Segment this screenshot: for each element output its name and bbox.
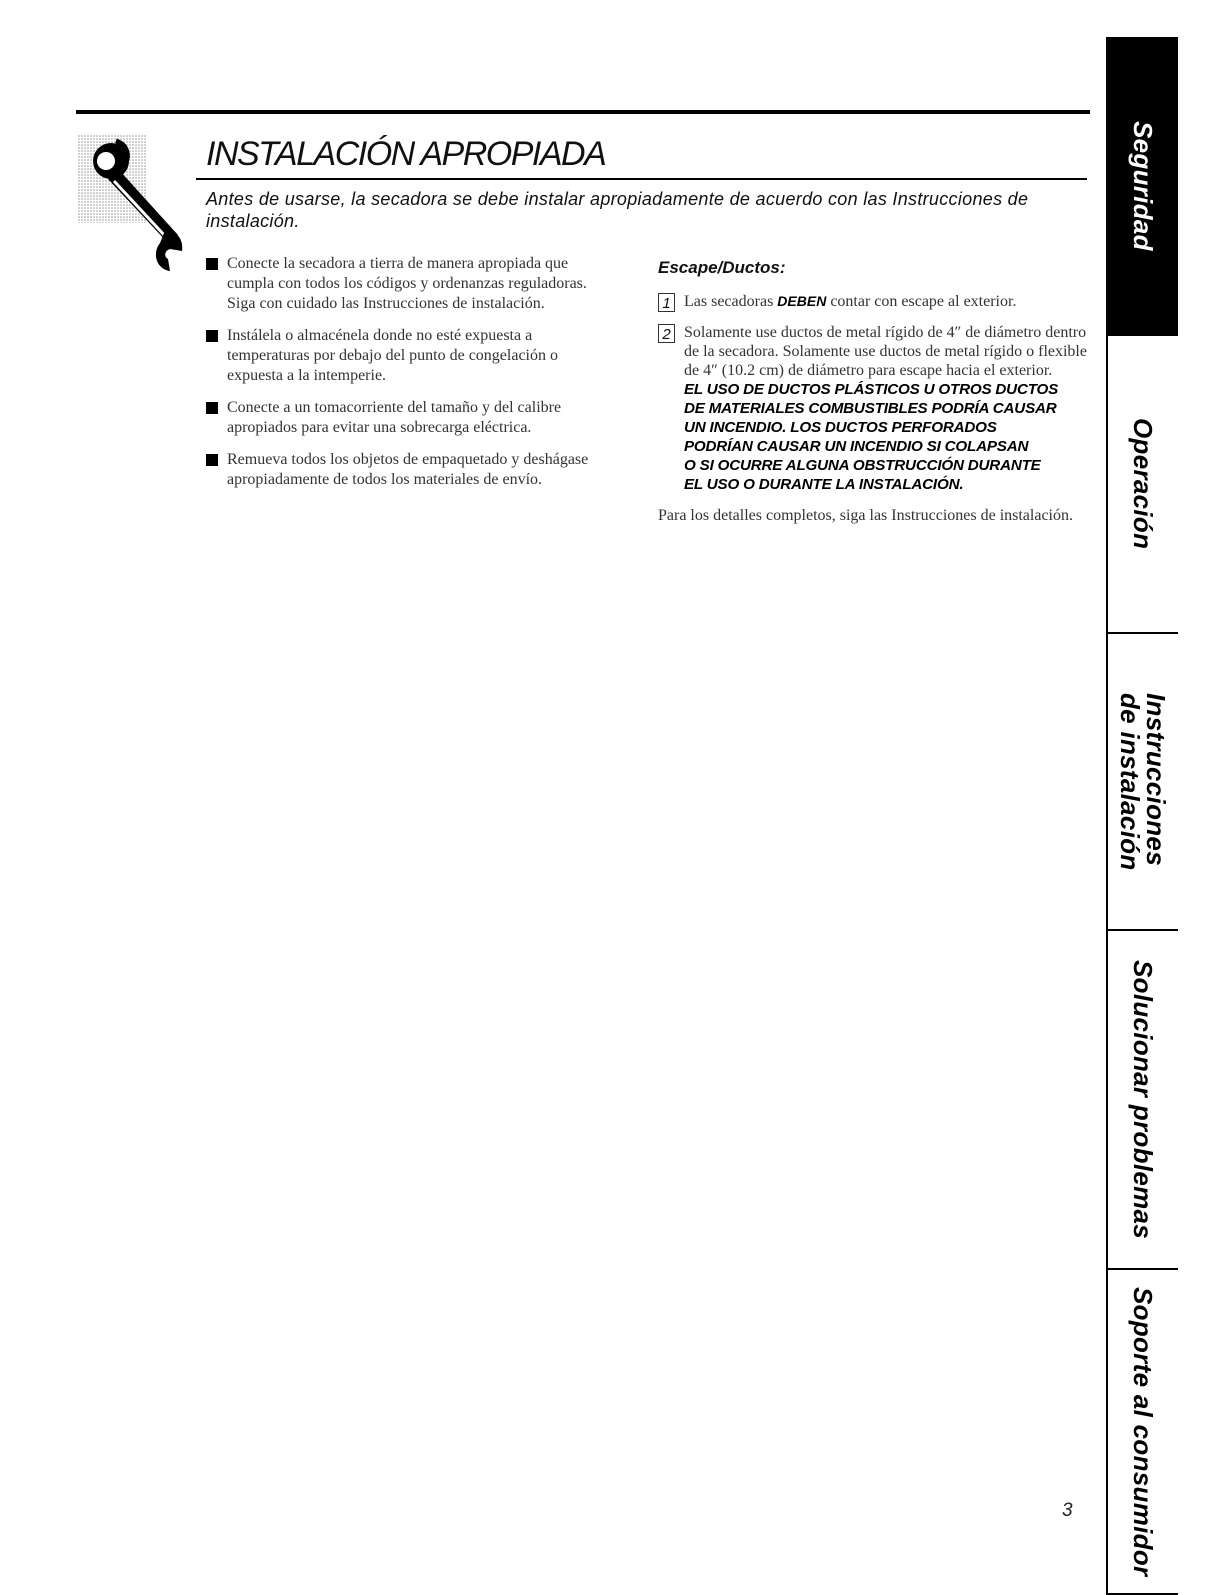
- list-item: Remueva todos los objetos de empaquetado y deshágase apropiadamente de todos los materiales de envío.: [206, 450, 614, 490]
- step-number-box: 1: [658, 293, 675, 312]
- wrench-icon: [78, 135, 196, 277]
- bullet-square-icon: [206, 330, 218, 342]
- step-number-box: 2: [658, 324, 675, 343]
- must-emphasis: DEBEN: [777, 293, 827, 309]
- exhaust-section: [658, 258, 1088, 525]
- tab-solucionar-problemas[interactable]: [1106, 931, 1178, 1270]
- list-item: Instálela o almacénela donde no esté expuesta a temperaturas por debajo del punto de congelación o expuesta a la intemperie.: [206, 326, 614, 386]
- bullet-square-icon: [206, 454, 218, 466]
- page-number: 3: [1062, 1500, 1073, 1521]
- intro-text: Antes de usarse, la secadora se debe instalar apropiadamente de acuerdo con las Instrucciones de instalación.: [206, 189, 1029, 231]
- safety-bullet-list: [206, 254, 614, 502]
- list-item: Conecte la secadora a tierra de manera apropiada que cumpla con todos los códigos y ordenanzas reguladoras. Siga con cuidado las Instrucciones de instalación.: [206, 254, 614, 314]
- tab-seguridad[interactable]: [1106, 37, 1178, 336]
- page-title: INSTALACIÓN APROPIADA: [206, 135, 606, 173]
- tab-label: Soporte al consumidor: [1128, 1286, 1158, 1577]
- details-note: Para los detalles completos, siga las Instrucciones de instalación.: [658, 507, 1073, 524]
- list-item: Conecte a un tomacorriente del tamaño y del calibre apropiados para evitar una sobrecarga eléctrica.: [206, 398, 614, 438]
- top-rule: [76, 110, 1090, 114]
- tab-label: Operación: [1128, 418, 1158, 550]
- tab-soporte-al-consumidor[interactable]: [1106, 1270, 1178, 1595]
- tab-label: Seguridad: [1128, 120, 1158, 251]
- bullet-square-icon: [206, 402, 218, 414]
- tab-instrucciones-de-instalacion[interactable]: [1106, 634, 1178, 931]
- tab-operacion[interactable]: [1106, 336, 1178, 634]
- fire-warning: EL USO DE DUCTOS PLÁSTICOS U OTROS DUCTOS DE MATERIALES COMBUSTIBLES PODRÍA CAUSAR UN INCENDIO. LOS DUCTOS PERFORADOS PODRÍAN CAUSAR UN INCENDIO SI COLAPSAN O SI OCURRE ALGUNA OBSTRUCCIÓN DURANTE EL USO O DURANTE LA INSTALACIÓN.: [684, 381, 1059, 493]
- tab-label: de instalación: [1115, 692, 1145, 871]
- exhaust-heading: Escape/Ductos:: [658, 258, 786, 277]
- bullet-square-icon: [206, 258, 218, 270]
- tab-label: Instrucciones: [1141, 692, 1171, 866]
- title-rule: [196, 178, 1087, 180]
- exhaust-step-2: 2 Solamente use ductos de metal rígido de 4″ de diámetro dentro de la secadora. Solamente use ductos de metal rígido o flexible de 4″ (10.2 cm) de diámetro para escape hacia el exterior. EL USO DE DUCTOS PLÁSTICOS U OTROS DUCTOS DE MATERIALES COMBUSTIBLES PODRÍA CAUSAR UN INCENDIO. LOS DUCTOS PERFORADOS PODRÍAN CAUSAR UN INCENDIO SI COLAPSAN O SI OCURRE ALGUNA OBSTRUCCIÓN DURANTE EL USO O DURANTE LA INSTALACIÓN.: [658, 323, 1088, 494]
- exhaust-step-1: 1 Las secadoras DEBEN contar con escape al exterior.: [658, 292, 1088, 311]
- tab-label: Solucionar problemas: [1128, 959, 1158, 1240]
